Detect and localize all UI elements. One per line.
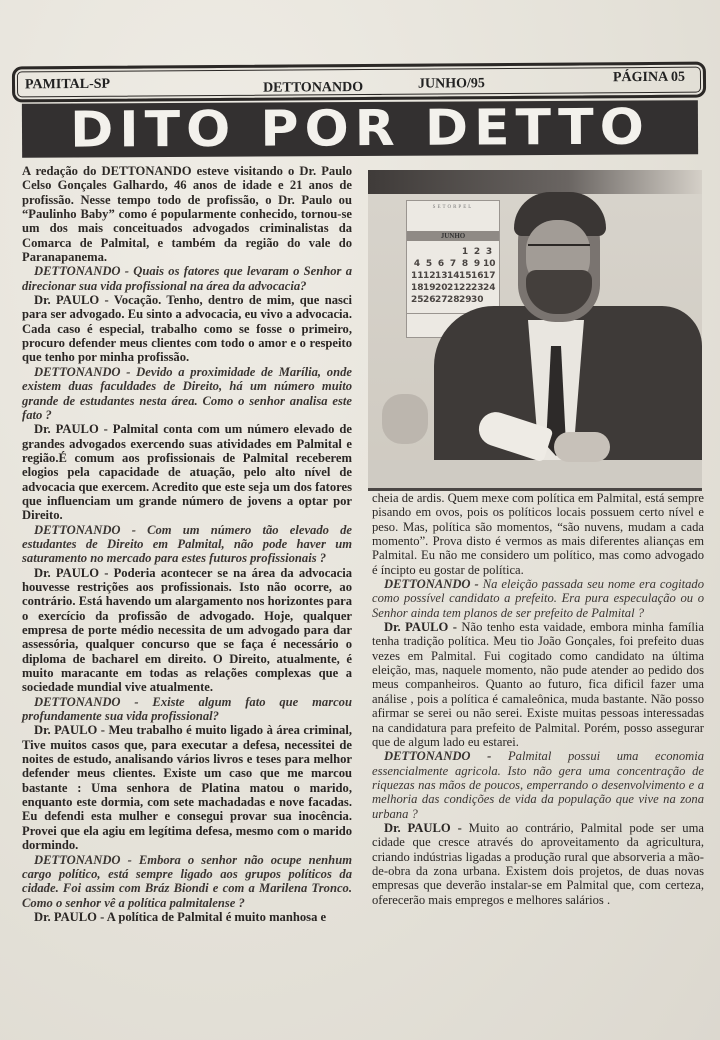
paragraph-text: Quais os fatores que levaram o Senhor a direcionar sua vida profissional na área da advocacia? [22, 264, 352, 293]
speaker-label: Dr. PAULO - [34, 723, 105, 738]
interview-question [372, 749, 704, 821]
header-city: PAMITAL-SP [24, 76, 111, 93]
calendar-day: 7 [449, 259, 457, 269]
calendar-day: 13 [435, 271, 448, 281]
calendar-day: 30 [471, 295, 484, 305]
interview-question [22, 264, 352, 293]
calendar-day: 10 [483, 259, 496, 269]
calendar-month: JUNHO [407, 231, 499, 241]
interview-answer [22, 723, 352, 852]
paragraph-text: A política de Palmital é muito manhosa e [104, 909, 327, 924]
calendar-brand: SETORPEL [432, 205, 474, 210]
calendar-day: 11 [411, 271, 424, 281]
calendar-day: 29 [459, 295, 472, 305]
person-hand-left [382, 394, 428, 444]
calendar-day: 26 [423, 295, 436, 305]
speaker-label: Dr. PAULO - [34, 293, 109, 308]
speaker-label: DETTONANDO - [34, 694, 139, 709]
answer-continuation [372, 491, 704, 577]
person-glasses [528, 244, 590, 260]
calendar-day: 8 [461, 259, 469, 269]
calendar-day [447, 247, 459, 257]
paragraph-text: Na eleição passada seu nome era cogitado como possível candidato a prefeito. Era pura especulação ou o Senhor ainda tem planos de ser prefeito de Palmital ? [372, 577, 705, 620]
interview-question [372, 577, 704, 620]
interview-answer [22, 910, 352, 924]
calendar-day: 15 [459, 271, 472, 281]
calendar-day: 17 [483, 271, 496, 281]
paragraph-text: Devido a proximidade de Marília, onde existem duas faculdades de Direito, há um número muito grande de estudantes nesta área. Como o senhor analisa este fato ? [22, 364, 352, 422]
section-title-banner [22, 100, 698, 158]
paragraph-text: Meu trabalho é muito ligado à área criminal, Tive muitos casos que, para executar a defesa, necessitei de noites de estudo, analisando vários livros e teses para melhor defender meus clientes. Existe um caso que me marcou bastante : Uma senhora de Platina matou o marido, enquanto este dormia, com sete machadadas e nove facadas. Eu defendi esta mulher e consegui provar sua inocência. Provei que ela agiu em legítima defesa, mesmo com o marido dormindo. [22, 723, 352, 853]
calendar-day: 4 [413, 259, 421, 269]
article-column-left [22, 164, 352, 924]
person-hand-right [554, 432, 610, 462]
calendar-day: 19 [423, 283, 436, 293]
speaker-label: Dr. PAULO - [34, 565, 109, 580]
speaker-label: DETTONANDO - [384, 749, 492, 764]
paragraph-text: Palmital conta com um número elevado de grandes advogados exercendo suas atividades em Palmital e região.É comum aos profissionais de Palmital receberem elogios pela capacidade de atuação, pelo alto nível de advocacia que exercem. Acredito que este seja um dos fatores que influenciam um grande número de jovens a optar por Direito. [22, 422, 352, 523]
header-paper-name: DETTONANDO [262, 79, 364, 96]
paragraph-text: Não tenho esta vaidade, embora minha família tenha tradição política. Meu tio João Gonçales, foi prefeito duas vezes em Palmital. Fui cogitado como candidato na última eleição, mas, naquele momento, não pude atender ao pedido dos meus companheiros. Quanto ao futuro, fica dificil fazer uma análise , pois a política é camaleônica, muda bastante. Não posso afirmar se serei ou não serei. Existe muitas pessoas interessadas na candidatura para prefeito de Palmital. Porém, posso assegurar que de algum lado eu estarei. [372, 620, 704, 749]
interview-answer [22, 422, 352, 522]
calendar-day: 20 [435, 283, 448, 293]
calendar-days-grid [411, 247, 495, 305]
speaker-label: DETTONANDO - [34, 264, 129, 279]
calendar-day [423, 247, 435, 257]
calendar-day: 14 [447, 271, 460, 281]
speaker-label: Dr. PAULO - [34, 422, 108, 437]
calendar-day: 25 [411, 295, 424, 305]
calendar-day: 3 [485, 247, 493, 257]
calendar-day: 12 [423, 271, 436, 281]
calendar-day: 1 [461, 247, 469, 257]
desk [368, 460, 702, 488]
interview-answer [372, 620, 704, 749]
article-intro: A redação do DETTONANDO esteve visitando o Dr. Paulo Celso Gonçales Galhardo, 46 anos de idade e 21 anos de profissão. Nesse tempo todo de profissão, o Dr. Paulo ou “Paulinho Baby” como é popularmente conhecido, tornou-se um dos mais conceituados advogados criminalistas da Comarca de Palmital, e também da região do vale do Paranapanema. [22, 164, 352, 265]
speaker-label: DETTONANDO - [34, 852, 132, 867]
calendar-day: 24 [483, 283, 496, 293]
interview-question [22, 695, 352, 724]
calendar-day [411, 247, 423, 257]
calendar-day: 28 [447, 295, 460, 305]
section-title: DITO POR DETTO [69, 98, 651, 160]
paragraph-text: Existe algum fato que marcou profundamente sua vida profissional? [22, 694, 352, 724]
paragraph-text: Embora o senhor não ocupe nenhum cargo político, está sempre ligado aos grupos políticos da cidade. Foi assim com Bráz Biondi e com a Marilena Tronco. Como o senhor vê a política palmitalense ? [22, 852, 352, 910]
newspaper-header-bar [12, 62, 706, 103]
calendar-day: 5 [425, 259, 433, 269]
speaker-label: Dr. PAULO - [384, 620, 457, 635]
calendar-day: 16 [471, 271, 484, 281]
calendar-day [435, 247, 447, 257]
calendar-day: 18 [411, 283, 424, 293]
calendar-day: 2 [473, 247, 481, 257]
interview-answer [372, 821, 704, 907]
interview-question [22, 523, 352, 566]
speaker-label: DETTONANDO - [384, 577, 479, 592]
interview-photo [368, 170, 702, 491]
paragraph-text: Vocação. Tenho, dentro de mim, que nasci para ser advogado. Eu sinto a advocacia, eu vivo a advocacia. Cada caso é especial, trabalho como se fosse o primeiro, procuro defender meus clientes com todo o amor e o respeito que tenho por minha profissão. [22, 293, 353, 365]
photo-background-shade [368, 170, 702, 194]
paragraph-text: Com um número tão elevado de estudantes de Direito em Palmital, não pode haver um saturamento no mercado para estes futuros profissionais ? [22, 522, 352, 566]
interview-answer [22, 566, 352, 695]
interview-question [22, 853, 352, 910]
calendar-day: 21 [447, 283, 460, 293]
paragraph-text: Palmital possui uma economia essencialmente agricola. Isto não gera uma concentração de riquezas nas mãos de poucos, emperrando o desenvolvimento e a melhoria das condições de vida da população que vive na zona urbana ? [372, 749, 705, 821]
speaker-label: Dr. PAULO - [384, 820, 462, 835]
paragraph-text: Muito ao contrário, Palmital pode ser uma cidade que cresce através do aproveitamento da agricultura, criando indústrias ligadas a produção rural que absorveria a mão-de-obra da zona urbana. Existem dois projetos, de duas novas empresas que deverão instalar-se em Palmital que, com certeza, oferecerão mais empregos e melhores salários . [372, 820, 704, 907]
speaker-label: Dr. PAULO - [34, 909, 105, 924]
calendar-day: 22 [459, 283, 472, 293]
paragraph-text: Poderia acontecer se na área da advocacia houvesse restrições aos profissionais. Isto não ocorre, ao contrário. Está havendo um alargamento nos horizontes para o exercício da profissão de advogado. Hoje, qualquer empresa de porte médio necessita de um advogado para dar assessória, qualquer concurso que se faça é necessário o diploma de bacharel em direito. O Direito, atualmente, é muito maracante em todas as relações complexas que a sociedade mundial vive atualmente. [22, 565, 352, 695]
interview-question [22, 365, 352, 422]
paragraph-text: cheia de ardis. Quem mexe com política em Palmital, está sempre pisando em ovos, pois os políticos locais possuem certo nível e peso. Mas, política são momentos, “são nuvens, mudam a cada momento”. Prova disto é vermos as mais diferentes alianças em Palmital. Eu não me considero um político, mas como advogado é íncipto eu gostar de política. [372, 491, 704, 577]
calendar-day: 6 [437, 259, 445, 269]
article-column-right [372, 491, 704, 907]
calendar-day: 23 [471, 283, 484, 293]
header-page-number: PÁGINA 05 [612, 69, 685, 86]
speaker-label: DETTONANDO - [34, 522, 136, 537]
interview-answer [22, 293, 352, 365]
speaker-label: DETTONANDO - [34, 364, 131, 379]
header-date: JUNHO/95 [417, 76, 485, 92]
calendar-day: 27 [435, 295, 448, 305]
calendar-day: 9 [473, 259, 481, 269]
